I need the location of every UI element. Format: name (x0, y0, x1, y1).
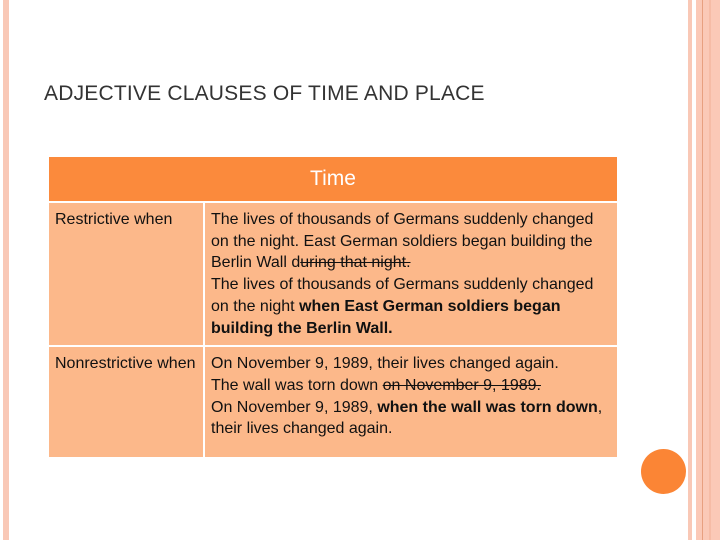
slide-title: ADJECTIVE CLAUSES OF TIME AND PLACE (44, 82, 485, 105)
decorative-circle (641, 449, 686, 494)
bold-clause: when the wall was torn down (377, 398, 598, 416)
right-decorative-line (709, 0, 711, 540)
table-header: Time (48, 156, 618, 202)
right-decorative-bar (688, 0, 692, 540)
example-text: The lives of thousands of Germans suddenly changed on the night (211, 276, 594, 315)
row-label: Nonrestrictive when (48, 346, 204, 458)
table-row (48, 346, 618, 458)
example-text: On November 9, 1989, (211, 398, 378, 416)
right-decorative-bar (696, 0, 720, 540)
right-decorative-line (702, 0, 703, 540)
struck-text: uring that night. (300, 254, 411, 272)
left-decorative-bar (3, 0, 9, 540)
table-row (48, 202, 618, 346)
example-text: , their lives changed again. (211, 398, 603, 438)
example-text: The wall was torn down (211, 376, 383, 394)
bold-clause: when East German soldiers began building the Berlin Wall. (211, 297, 561, 337)
row-label: Restrictive when (48, 202, 204, 346)
time-clauses-table (47, 155, 619, 459)
row-examples (204, 202, 618, 346)
row-examples (204, 346, 618, 458)
example-text: The lives of thousands of Germans suddenly changed on the night. East German soldiers began building the Berlin Wall d (211, 211, 594, 272)
example-text: On November 9, 1989, their lives changed again. (211, 355, 559, 373)
struck-text: on November 9, 1989. (382, 376, 541, 394)
